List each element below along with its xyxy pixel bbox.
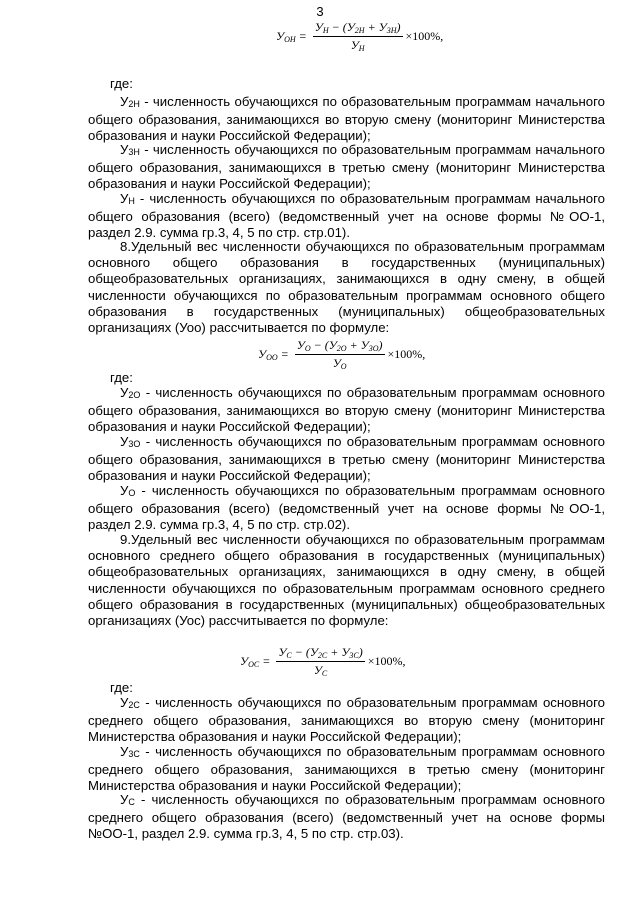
formula-numerator: УО − (У2О + У3О)	[296, 338, 383, 353]
formula-denominator: УС	[313, 663, 328, 678]
formula-uon	[276, 20, 443, 53]
formula-uos	[240, 645, 406, 678]
formula-denominator: УО	[332, 356, 347, 371]
where-label-1: где:	[110, 76, 133, 91]
paragraph-9: 9.Удельный вес численности обучающихся по образовательным программам основного среднего общего образования в государственных (муниципальных) общеобразовательных организациях, занимающихся в одну смену, в общей численности обучающихся по образовательным программам основного среднего общего образования в государственных (муниципальных) общеобразовательных организациях (Уос) рассчитывается по формуле:	[88, 532, 605, 629]
formula-lhs: УОО =	[258, 347, 289, 362]
definition-u3n: У3Н - численность обучающихся по образовательным программам начального общего образования, занимающихся в третью смену (мониторинг Министерства образования и науки Российской Федерации);	[88, 142, 605, 192]
formula-tail: ×100%,	[367, 654, 406, 668]
formula-lhs: УОН =	[276, 29, 307, 44]
formula-tail: ×100%,	[405, 29, 444, 43]
formula-fraction	[313, 20, 403, 53]
formula-numerator: УС − (У2С + У3С)	[278, 645, 363, 660]
definition-uc: УС - численность обучающихся по образовательным программам основного среднего общего образования (всего) (ведомственный учет на основе формы №ОО-1, раздел 2.9. сумма гр.3, 4, 5 по стр. стр.03).	[88, 792, 605, 842]
formula-numerator: УН − (У2Н + У3Н)	[314, 20, 401, 35]
formula-denominator: УН	[350, 38, 365, 53]
paragraph-8: 8.Удельный вес численности обучающихся по образовательным программам основного общего образования в государственных (муниципальных) общеобразовательных организациях, занимающихся в одну смену, в общей численности обучающихся по образовательным программам основного общего образования в государственных (муниципальных) общеобразовательных организациях (Уоо) рассчитывается по формуле:	[88, 239, 605, 336]
definition-uo: УО - численность обучающихся по образовательным программам основного общего образования (всего) (ведомственный учет на основе формы №ОО-1, раздел 2.9. сумма гр.3, 4, 5 по стр. стр.02).	[88, 483, 605, 533]
where-label-3: где:	[110, 680, 133, 695]
where-label-2: где:	[110, 370, 133, 385]
definition-u2n: У2Н - численность обучающихся по образовательным программам начального общего образования, занимающихся во вторую смену (мониторинг Министерства образования и науки Российской Федерации);	[88, 94, 605, 144]
formula-uoo	[258, 338, 425, 371]
definition-un: УН - численность обучающихся по образовательным программам начального общего образования (всего) (ведомственный учет на основе формы №ОО-1, раздел 2.9. сумма гр.3, 4, 5 по стр. стр.01).	[88, 191, 605, 241]
definition-u3c: У3С - численность обучающихся по образовательным программам основного среднего общего образования, занимающихся в третью смену (мониторинг Министерства образования и науки Российской Федерации);	[88, 744, 605, 794]
definition-u2c: У2С - численность обучающихся по образовательным программам основного среднего общего образования, занимающихся во вторую смену (мониторинг Министерства образования и науки Российской Федерации);	[88, 695, 605, 745]
definition-u2o: У2О - численность обучающихся по образовательным программам основного общего образования, занимающихся во вторую смену (мониторинг Министерства образования и науки Российской Федерации);	[88, 385, 605, 435]
definition-u3o: У3О - численность обучающихся по образовательным программам основного общего образования, занимающихся в третью смену (мониторинг Министерства образования и науки Российской Федерации);	[88, 434, 605, 484]
page-number: 3	[316, 4, 324, 19]
formula-fraction	[276, 645, 364, 678]
formula-fraction	[295, 338, 385, 371]
formula-lhs: УОС =	[240, 654, 271, 669]
formula-tail: ×100%,	[387, 347, 426, 361]
